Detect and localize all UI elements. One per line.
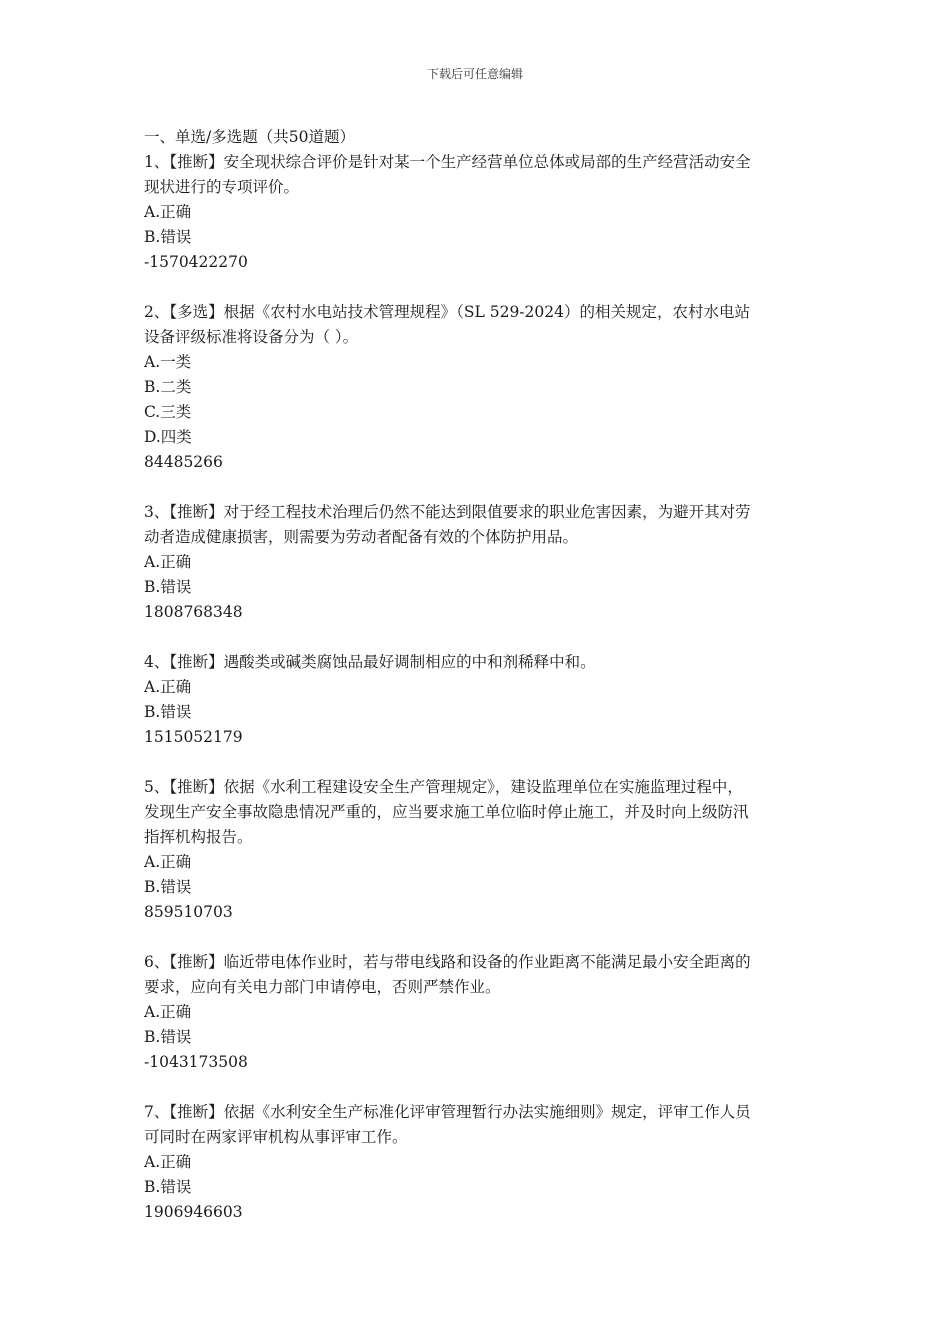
question-text-line	[144, 650, 812, 675]
question-text-line	[144, 1100, 812, 1125]
question-text: 依据《水利安全生产标准化评审管理暂行办法实施细则》规定，评审工作人员	[223, 1103, 751, 1121]
question-text-line	[144, 775, 812, 800]
question-text-line: 指挥机构报告。	[144, 828, 253, 846]
question-3	[144, 500, 812, 625]
question-text: 依据《水利工程建设安全生产管理规定》，建设监理单位在实施监理过程中，	[223, 778, 743, 796]
question-code: -1043173508	[144, 1053, 248, 1071]
question-text-line: 现状进行的专项评价。	[144, 178, 300, 196]
question-text-line: 动者造成健康损害，则需要为劳动者配备有效的个体防护用品。	[144, 528, 579, 546]
question-code: -1570422270	[144, 253, 248, 271]
question-number-tag: 4、【推断】	[144, 653, 224, 671]
question-code: 1906946603	[144, 1203, 243, 1221]
question-text: 临近带电体作业时，若与带电线路和设备的作业距离不能满足最小安全距离的	[223, 953, 751, 971]
question-1	[144, 150, 812, 275]
question-number-tag: 5、【推断】	[144, 778, 224, 796]
question-code: 859510703	[144, 903, 233, 921]
question-text-line: 可同时在两家评审机构从事评审工作。	[144, 1128, 408, 1146]
question-number-tag: 2、【多选】	[144, 303, 224, 321]
document-body	[144, 125, 812, 1250]
question-code: 1808768348	[144, 603, 243, 621]
question-number-tag: 7、【推断】	[144, 1103, 224, 1121]
option-d: D.四类	[144, 428, 192, 446]
question-text: 根据《农村水电站技术管理规程》（SL 529-2024）的相关规定，农村水电站	[223, 303, 750, 321]
option-a: A.正确	[144, 1153, 192, 1171]
question-7	[144, 1100, 812, 1225]
question-6	[144, 950, 812, 1075]
option-a: A.一类	[144, 353, 192, 371]
question-code: 1515052179	[144, 728, 243, 746]
option-a: A.正确	[144, 1003, 192, 1021]
option-b: B.错误	[144, 228, 192, 246]
question-4	[144, 650, 812, 750]
question-2	[144, 300, 812, 475]
question-text-line: 设备评级标准将设备分为（ ）。	[144, 328, 359, 346]
option-b: B.错误	[144, 703, 192, 721]
question-code: 84485266	[144, 453, 223, 471]
option-a: A.正确	[144, 203, 192, 221]
option-b: B.二类	[144, 378, 192, 396]
question-number-tag: 6、【推断】	[144, 953, 224, 971]
option-c: C.三类	[144, 403, 192, 421]
option-a: A.正确	[144, 853, 192, 871]
section-title: 一、单选/多选题（共50道题）	[144, 128, 355, 146]
question-text-line	[144, 300, 812, 325]
question-text-line	[144, 500, 812, 525]
option-b: B.错误	[144, 1028, 192, 1046]
question-text-line: 要求，应向有关电力部门申请停电，否则严禁作业。	[144, 978, 501, 996]
option-a: A.正确	[144, 553, 192, 571]
option-b: B.错误	[144, 578, 192, 596]
question-text-line: 发现生产安全事故隐患情况严重的，应当要求施工单位临时停止施工，并及时向上级防汛	[144, 803, 749, 821]
question-text: 遇酸类或碱类腐蚀品最好调制相应的中和剂稀释中和。	[223, 653, 596, 671]
question-text: 对于经工程技术治理后仍然不能达到限值要求的职业危害因素，为避开其对劳	[223, 503, 751, 521]
question-text-line	[144, 950, 812, 975]
question-5	[144, 775, 812, 925]
question-text-line	[144, 150, 812, 175]
question-number-tag: 3、【推断】	[144, 503, 224, 521]
option-a: A.正确	[144, 678, 192, 696]
question-text: 安全现状综合评价是针对某一个生产经营单位总体或局部的生产经营活动安全	[223, 153, 751, 171]
page-header: 下载后可任意编辑	[426, 67, 523, 81]
option-b: B.错误	[144, 878, 192, 896]
question-number-tag: 1、【推断】	[144, 153, 224, 171]
option-b: B.错误	[144, 1178, 192, 1196]
